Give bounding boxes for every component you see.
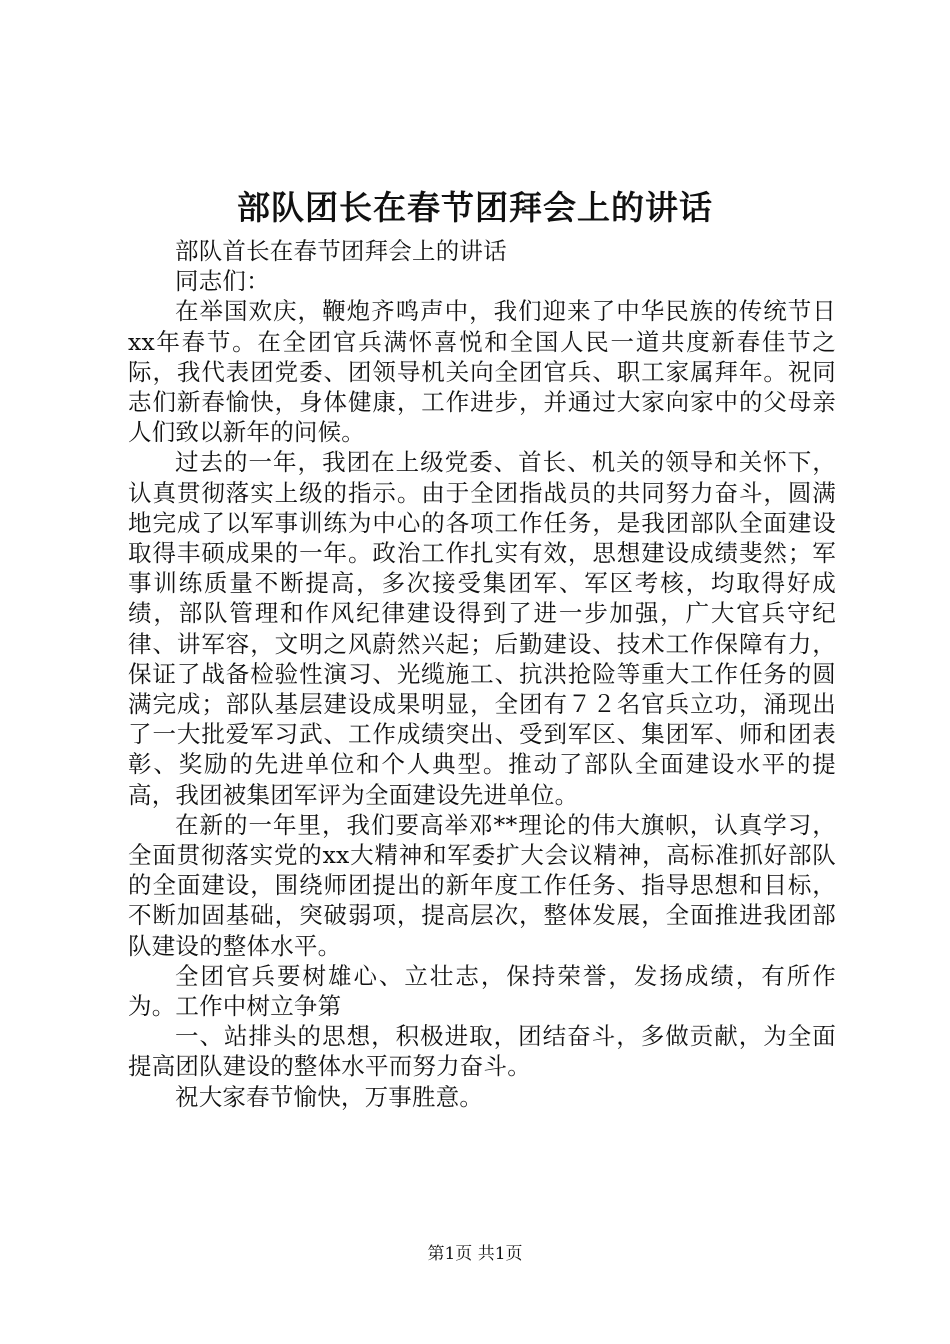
paragraph-salutation: 同志们： [175,267,270,296]
paragraph-greeting: 在举国欢庆，鞭炮齐鸣声中，我们迎来了中华民族的传统节日xx年春节。在全团官兵满怀喜悦和全国人民一道共度新春佳节之际，我代表团党委、团领导机关向全团官兵、职工家属拜年。祝同志们新春愉快，身体健康，工作进步，并通过大家向家中的父母亲人们致以新年的问候。 [128,297,836,447]
paragraph-new-year: 在新的一年里，我们要高举邓**理论的伟大旗帜，认真学习，全面贯彻落实党的xx大精神和军委扩大会议精神，高标准抓好部队的全面建设，围绕师团提出的新年度工作任务、指导思想和目标，不断加固基础，突破弱项，提高层次，整体发展，全面推进我团部队建设的整体水平。 [128,810,836,960]
paragraph-call: 全团官兵要树雄心、立壮志，保持荣誉，发扬成绩，有所作为。工作中树立争第 [128,961,836,1021]
document-title: 部队团长在春节团拜会上的讲话 [237,188,713,227]
paragraph-review: 过去的一年，我团在上级党委、首长、机关的领导和关怀下，认真贯彻落实上级的指示。由于全团指战员的共同努力奋斗，圆满地完成了以军事训练为中心的各项工作任务，是我团部队全面建设取得丰硕成果的一年。政治工作扎实有效，思想建设成绩斐然；军事训练质量不断提高，多次接受集团军、军区考核，均取得好成绩，部队管理和作风纪律建设得到了进一步加强，广大官兵守纪律、讲军容，文明之风蔚然兴起；后勤建设、技术工作保障有力，保证了战备检验性演习、光缆施工、抗洪抢险等重大工作任务的圆满完成；部队基层建设成果明显，全团有７２名官兵立功，涌现出了一大批爱军习武、工作成绩突出、受到军区、集团军、师和团表彰、奖励的先进单位和个人典型。推动了部队全面建设水平的提高，我团被集团军评为全面建设先进单位。 [128,448,836,809]
document-body [128,236,836,1112]
paragraph-closing: 祝大家春节愉快，万事胜意。 [175,1082,484,1111]
page-footer: 第1页 共1页 [427,1244,523,1264]
paragraph-goal: 一、站排头的思想，积极进取，团结奋斗，多做贡献，为全面提高团队建设的整体水平而努力奋斗。 [128,1022,836,1081]
paragraph-subtitle: 部队首长在春节团拜会上的讲话 [175,237,507,265]
